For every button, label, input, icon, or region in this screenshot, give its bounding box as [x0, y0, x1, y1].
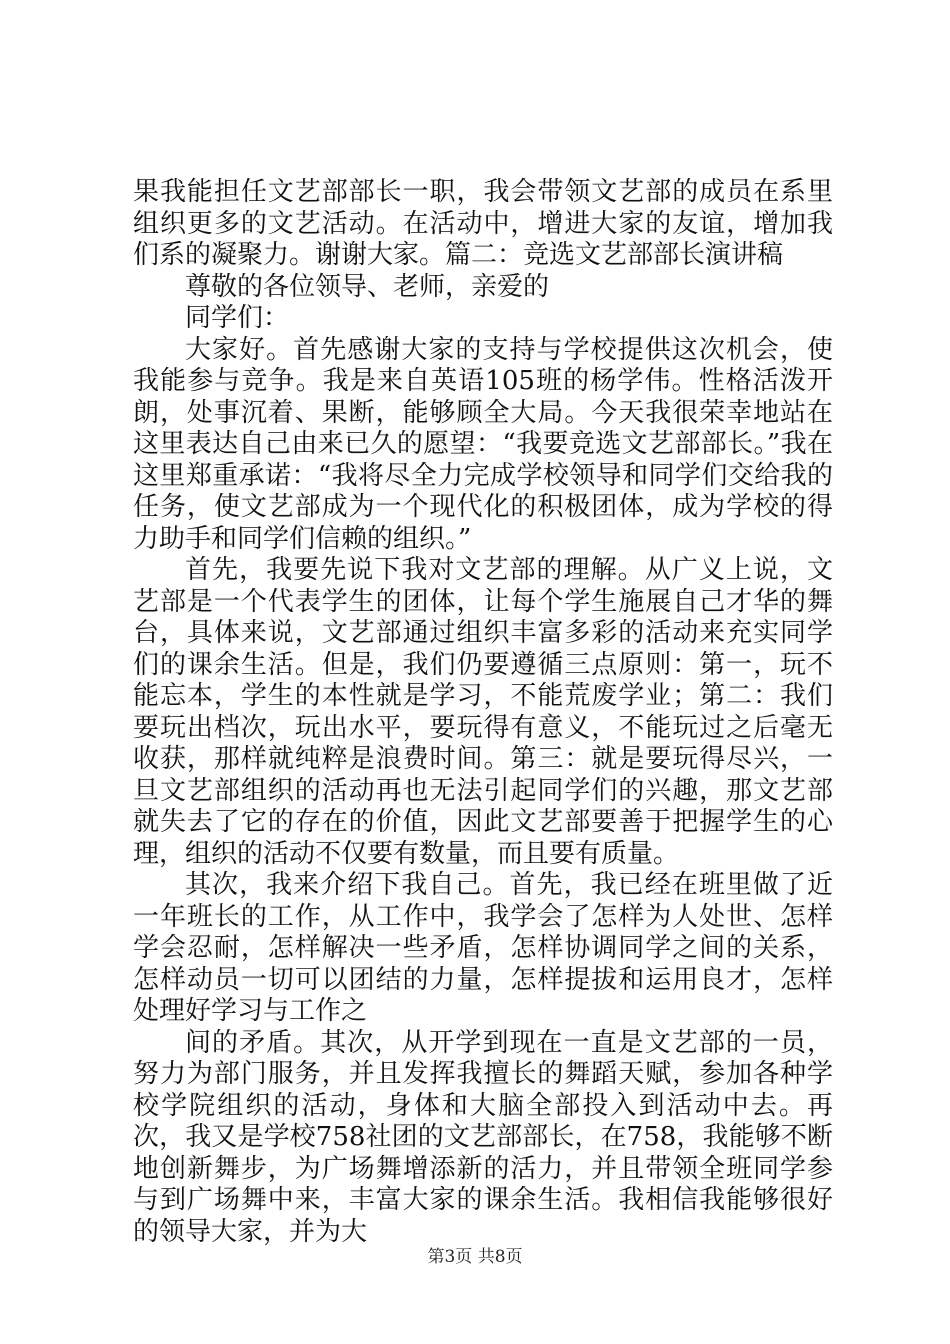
paragraph-4: 大家好。首先感谢大家的支持与学校提供这次机会，使我能参与竞争。我是来自英语105班的杨学伟。性格活泼开朗，处事沉着、果断，能够顾全大局。今天我很荣幸地站在这里表达自己由来已久的愿望：“我要竞选文艺部部长。”我在这里郑重承诺：“我将尽全力完成学校领导和同学们交给我的任务，使文艺部成为一个现代化的积极团体，成为学校的得力助手和同学们信赖的组织。”	[133, 334, 833, 554]
body-text	[133, 177, 833, 1248]
paragraph-3: 同学们：	[185, 303, 290, 333]
page-number-footer: 第3页 共8页	[427, 1247, 523, 1267]
paragraph-2: 尊敬的各位领导、老师，亲爱的	[185, 271, 550, 302]
paragraph-6: 其次，我来介绍下我自己。首先，我已经在班里做了近一年班长的工作，从工作中，我学会了怎样为人处世、怎样学会忍耐，怎样解决一些矛盾，怎样协调同学之间的关系，怎样动员一切可以团结的力量，怎样提拔和运用良才，怎样处理好学习与工作之	[133, 870, 833, 1026]
paragraph-5: 首先，我要先说下我对文艺部的理解。从广义上说，文艺部是一个代表学生的团体，让每个学生施展自己才华的舞台，具体来说，文艺部通过组织丰富多彩的活动来充实同学们的课余生活。但是，我们仍要遵循三点原则：第一，玩不能忘本，学生的本性就是学习，不能荒废学业；第二：我们要玩出档次，玩出水平，要玩得有意义，不能玩过之后毫无收获，那样就纯粹是浪费时间。第三：就是要玩得尽兴，一旦文艺部组织的活动再也无法引起同学们的兴趣，那文艺部就失去了它的存在的价值，因此文艺部要善于把握学生的心理，组织的活动不仅要有数量，而且要有质量。	[133, 555, 833, 869]
paragraph-7: 间的矛盾。其次，从开学到现在一直是文艺部的一员，努力为部门服务，并且发挥我擅长的舞蹈天赋，参加各种学校学院组织的活动，身体和大脑全部投入到活动中去。再次，我又是学校758社团的文艺部部长，在758，我能够不断地创新舞步，为广场舞增添新的活力，并且带领全班同学参与到广场舞中来，丰富大家的课余生活。我相信我能够很好的领导大家，并为大	[133, 1027, 833, 1247]
paragraph-1: 果我能担任文艺部部长一职，我会带领文艺部的成员在系里组织更多的文艺活动。在活动中，增进大家的友谊，增加我们系的凝聚力。谢谢大家。篇二：竞选文艺部部长演讲稿	[133, 177, 833, 270]
